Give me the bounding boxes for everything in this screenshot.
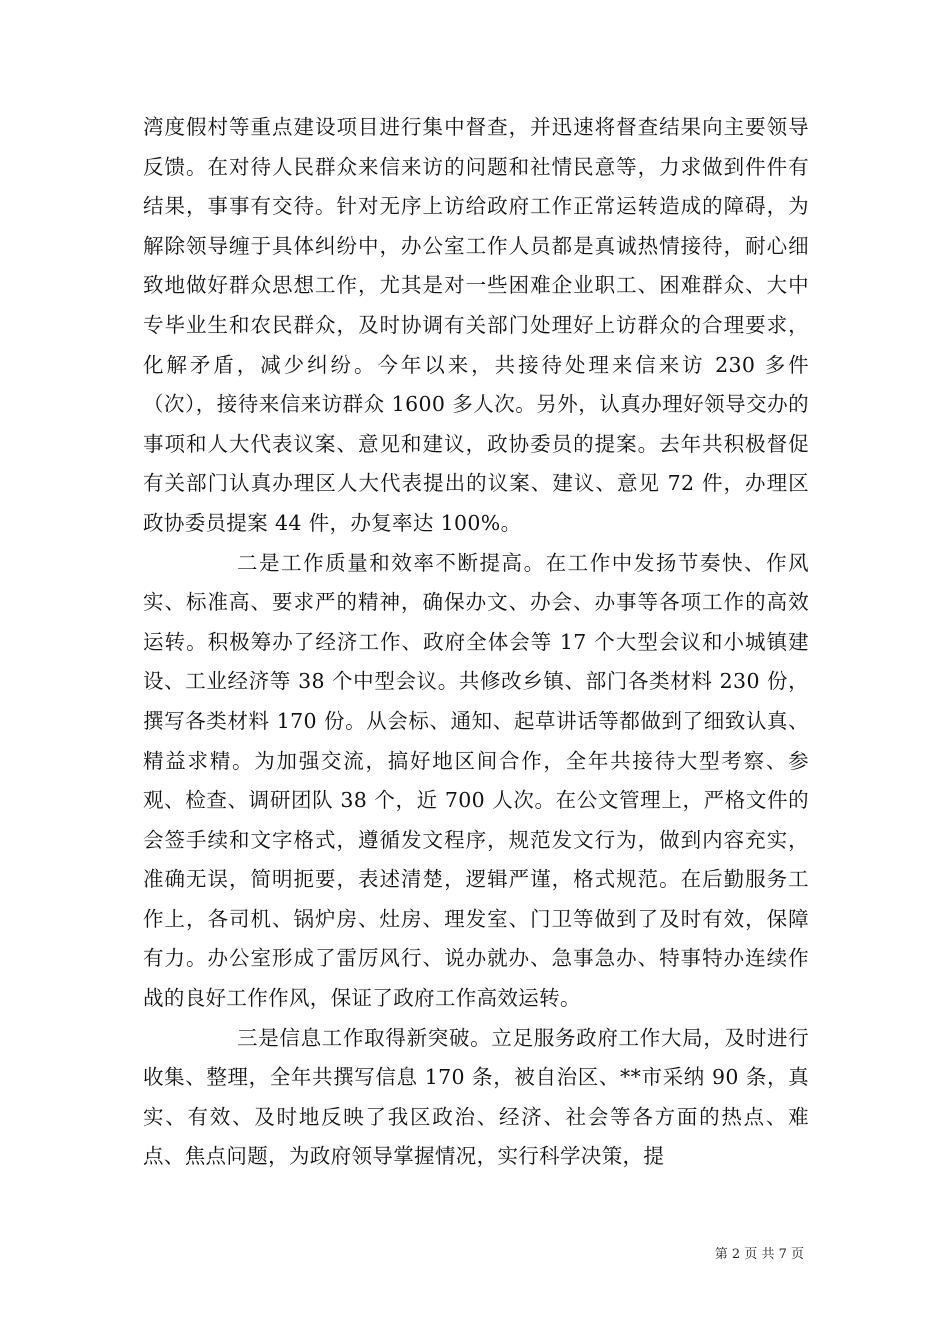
document-body (143, 108, 809, 1177)
paragraph-information-work: 三是信息工作取得新突破。立足服务政府工作大局，及时进行收集、整理，全年共撰写信息 170 条，被自治区、**市采纳 90 条，真实、有效、及时地反映了我区政治、经济、社会等各方面的热点、难点、焦点问题，为政府领导掌握情况，实行科学决策，提 (143, 1025, 809, 1169)
page-number-footer: 第 2 页 共 7 页 (714, 1247, 804, 1262)
paragraph-complaints-handling: 湾度假村等重点建设项目进行集中督查，并迅速将督查结果向主要领导反馈。在对待人民群众来信来访的问题和社情民意等，力求做到件件有结果，事事有交待。针对无序上访给政府工作正常运转造成的障碍，为解除领导缠于具体纠纷中，办公室工作人员都是真诚热情接待，耐心细致地做好群众思想工作，尤其是对一些困难企业职工、困难群众、大中专毕业生和农民群众，及时协调有关部门处理好上访群众的合理要求，化解矛盾，减少纠纷。今年以来，共接待处理来信来访 230 多件（次），接待来信来访群众 1600 多人次。另外，认真办理好领导交办的事项和人大代表议案、意见和建议，政协委员的提案。去年共积极督促有关部门认真办理区人大代表提出的议案、建议、意见 72 件，办理区政协委员提案 44 件，办复率达 100%。 (143, 115, 809, 535)
paragraph-work-quality: 二是工作质量和效率不断提高。在工作中发扬节奏快、作风实、标准高、要求严的精神，确保办文、办会、办事等各项工作的高效运转。积极筹办了经济工作、政府全体会等 17 个大型会议和小城镇建设、工业经济等 38 个中型会议。共修改乡镇、部门各类材料 230 份，撰写各类材料 170 份。从会标、通知、起草讲话等都做到了细致认真、精益求精。为加强交流，搞好地区间合作，全年共接待大型考察、参观、检查、调研团队 38 个，近 700 人次。在公文管理上，严格文件的会签手续和文字格式，遵循发文程序，规范发文行为，做到内容充实，准确无误，简明扼要，表述清楚，逻辑严谨，格式规范。在后勤服务工作上，各司机、锅炉房、灶房、理发室、门卫等做到了及时有效，保障有力。办公室形成了雷厉风行、说办就办、急事急办、特事特办连续作战的良好工作作风，保证了政府工作高效运转。 (143, 550, 809, 1011)
